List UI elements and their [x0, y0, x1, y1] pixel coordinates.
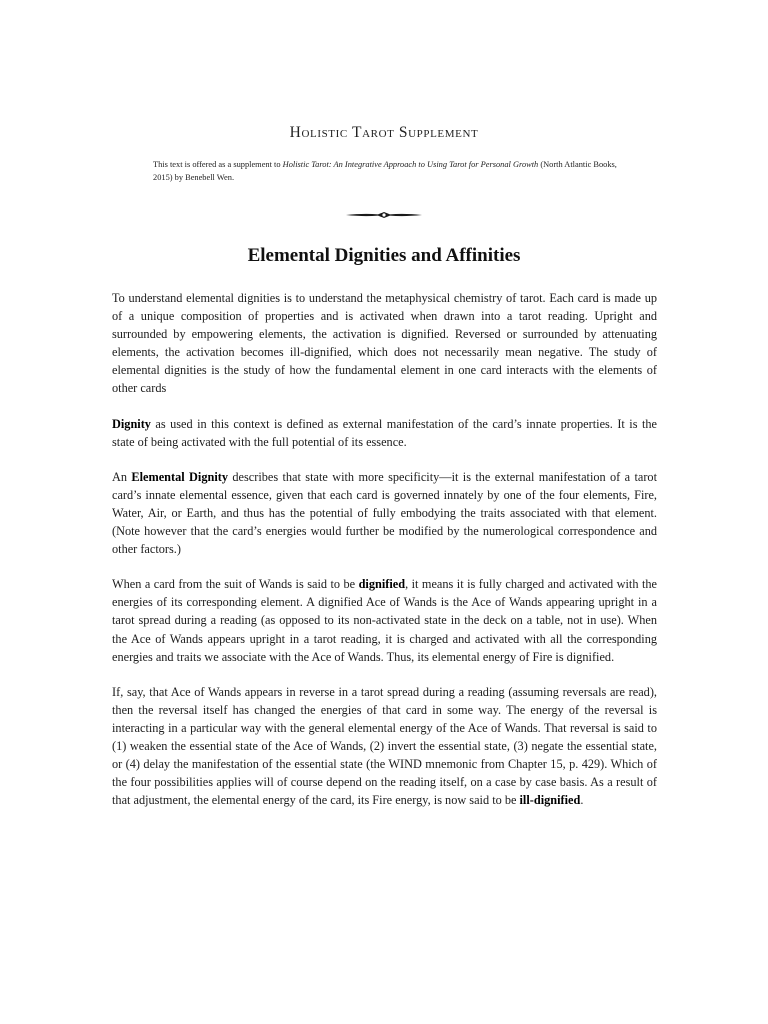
term-dignity: Dignity — [112, 416, 151, 431]
body-text — [112, 289, 657, 826]
paragraph-4 — [112, 575, 657, 665]
ornamental-divider-icon — [344, 208, 424, 222]
paragraph-4-text: , it means it is fully charged and activated with the energies of its corresponding element. A dignified Ace of Wands is the Ace of Wands appearing upright in a tarot spread during a reading (as opposed to its non-activated state in the deck on a table, not in use). When the Ace of Wands appears upright in a tarot reading, it is charged and activated with all the corresponding energies and traits we associate with the Ace of Wands. Thus, its elemental energy of Fire is dignified. — [112, 577, 657, 664]
paragraph-5-end: . — [580, 793, 584, 808]
document-title: Holistic Tarot Supplement — [289, 124, 479, 141]
paragraph-3-text: describes that state with more specificity—it is the external manifestation of a tarot card’s innate elemental essence, given that each card is governed innately by one of the four elements, Fire, Water, Air, or Earth, and thus has the potential of fully embodying the traits associated with that element. (Note however that the card’s energies would further be modified by the numerological correspondence and other factors.) — [112, 469, 658, 557]
section-heading: Elemental Dignities and Affinities — [247, 245, 521, 266]
term-ill-dignified: ill-dignified — [519, 793, 581, 808]
offer-note — [153, 158, 633, 184]
paragraph-2 — [112, 415, 657, 451]
paragraph-2-text: as used in this context is defined as external manifestation of the card’s innate properties. It is the state of being activated with the full potential of its essence. — [112, 416, 657, 449]
paragraph-5-lead: If, say, that Ace of Wands appears in reverse in a tarot spread during a reading (assuming reversals are read), then the reversal itself has changed the energies of that card in some way. The energy of the reversal is interacting in a particular way with the general elemental energy of the Ace of Wands. That reversal is said to (1) weaken the essential state of the Ace of Wands, (2) invert the essential state, (3) negate the essential state, or (4) delay the manifestation of the essential state (the WIND mnemonic from Chapter 15, p. 429). Which of the four possibilities applies will of course depend on the reading itself, on a case by case basis. As a result of that adjustment, the elemental energy of the card, its Fire energy, is now said to be — [112, 684, 657, 808]
offer-note-book-title: Holistic Tarot: An Integrative Approach to Using Tarot for Personal Growth — [282, 160, 539, 169]
paragraph-4-lead: When a card from the suit of Wands is said to be — [112, 577, 359, 592]
paragraph-3 — [112, 468, 657, 558]
paragraph-1: To understand elemental dignities is to understand the metaphysical chemistry of tarot. Each card is made up of a unique composition of properties and is activated when drawn into a tarot reading. Upright and surrounded by empowering elements, the activation is dignified. Reversed or surrounded by attenuating elements, the activation becomes ill-dignified, which does not necessarily mean negative. The study of elemental dignities is the study of how the fundamental element in one card interacts with the elements of other cards — [112, 291, 657, 396]
paragraph-3-lead: An — [112, 469, 132, 484]
term-elemental-dignity: Elemental Dignity — [131, 469, 228, 484]
offer-note-suffix: (North Atlantic Books, 2015) by Benebell Wen. — [153, 160, 617, 182]
paragraph-5 — [112, 683, 657, 810]
term-dignified: dignified — [358, 577, 406, 592]
offer-note-prefix: This text is offered as a supplement to — [153, 160, 283, 169]
